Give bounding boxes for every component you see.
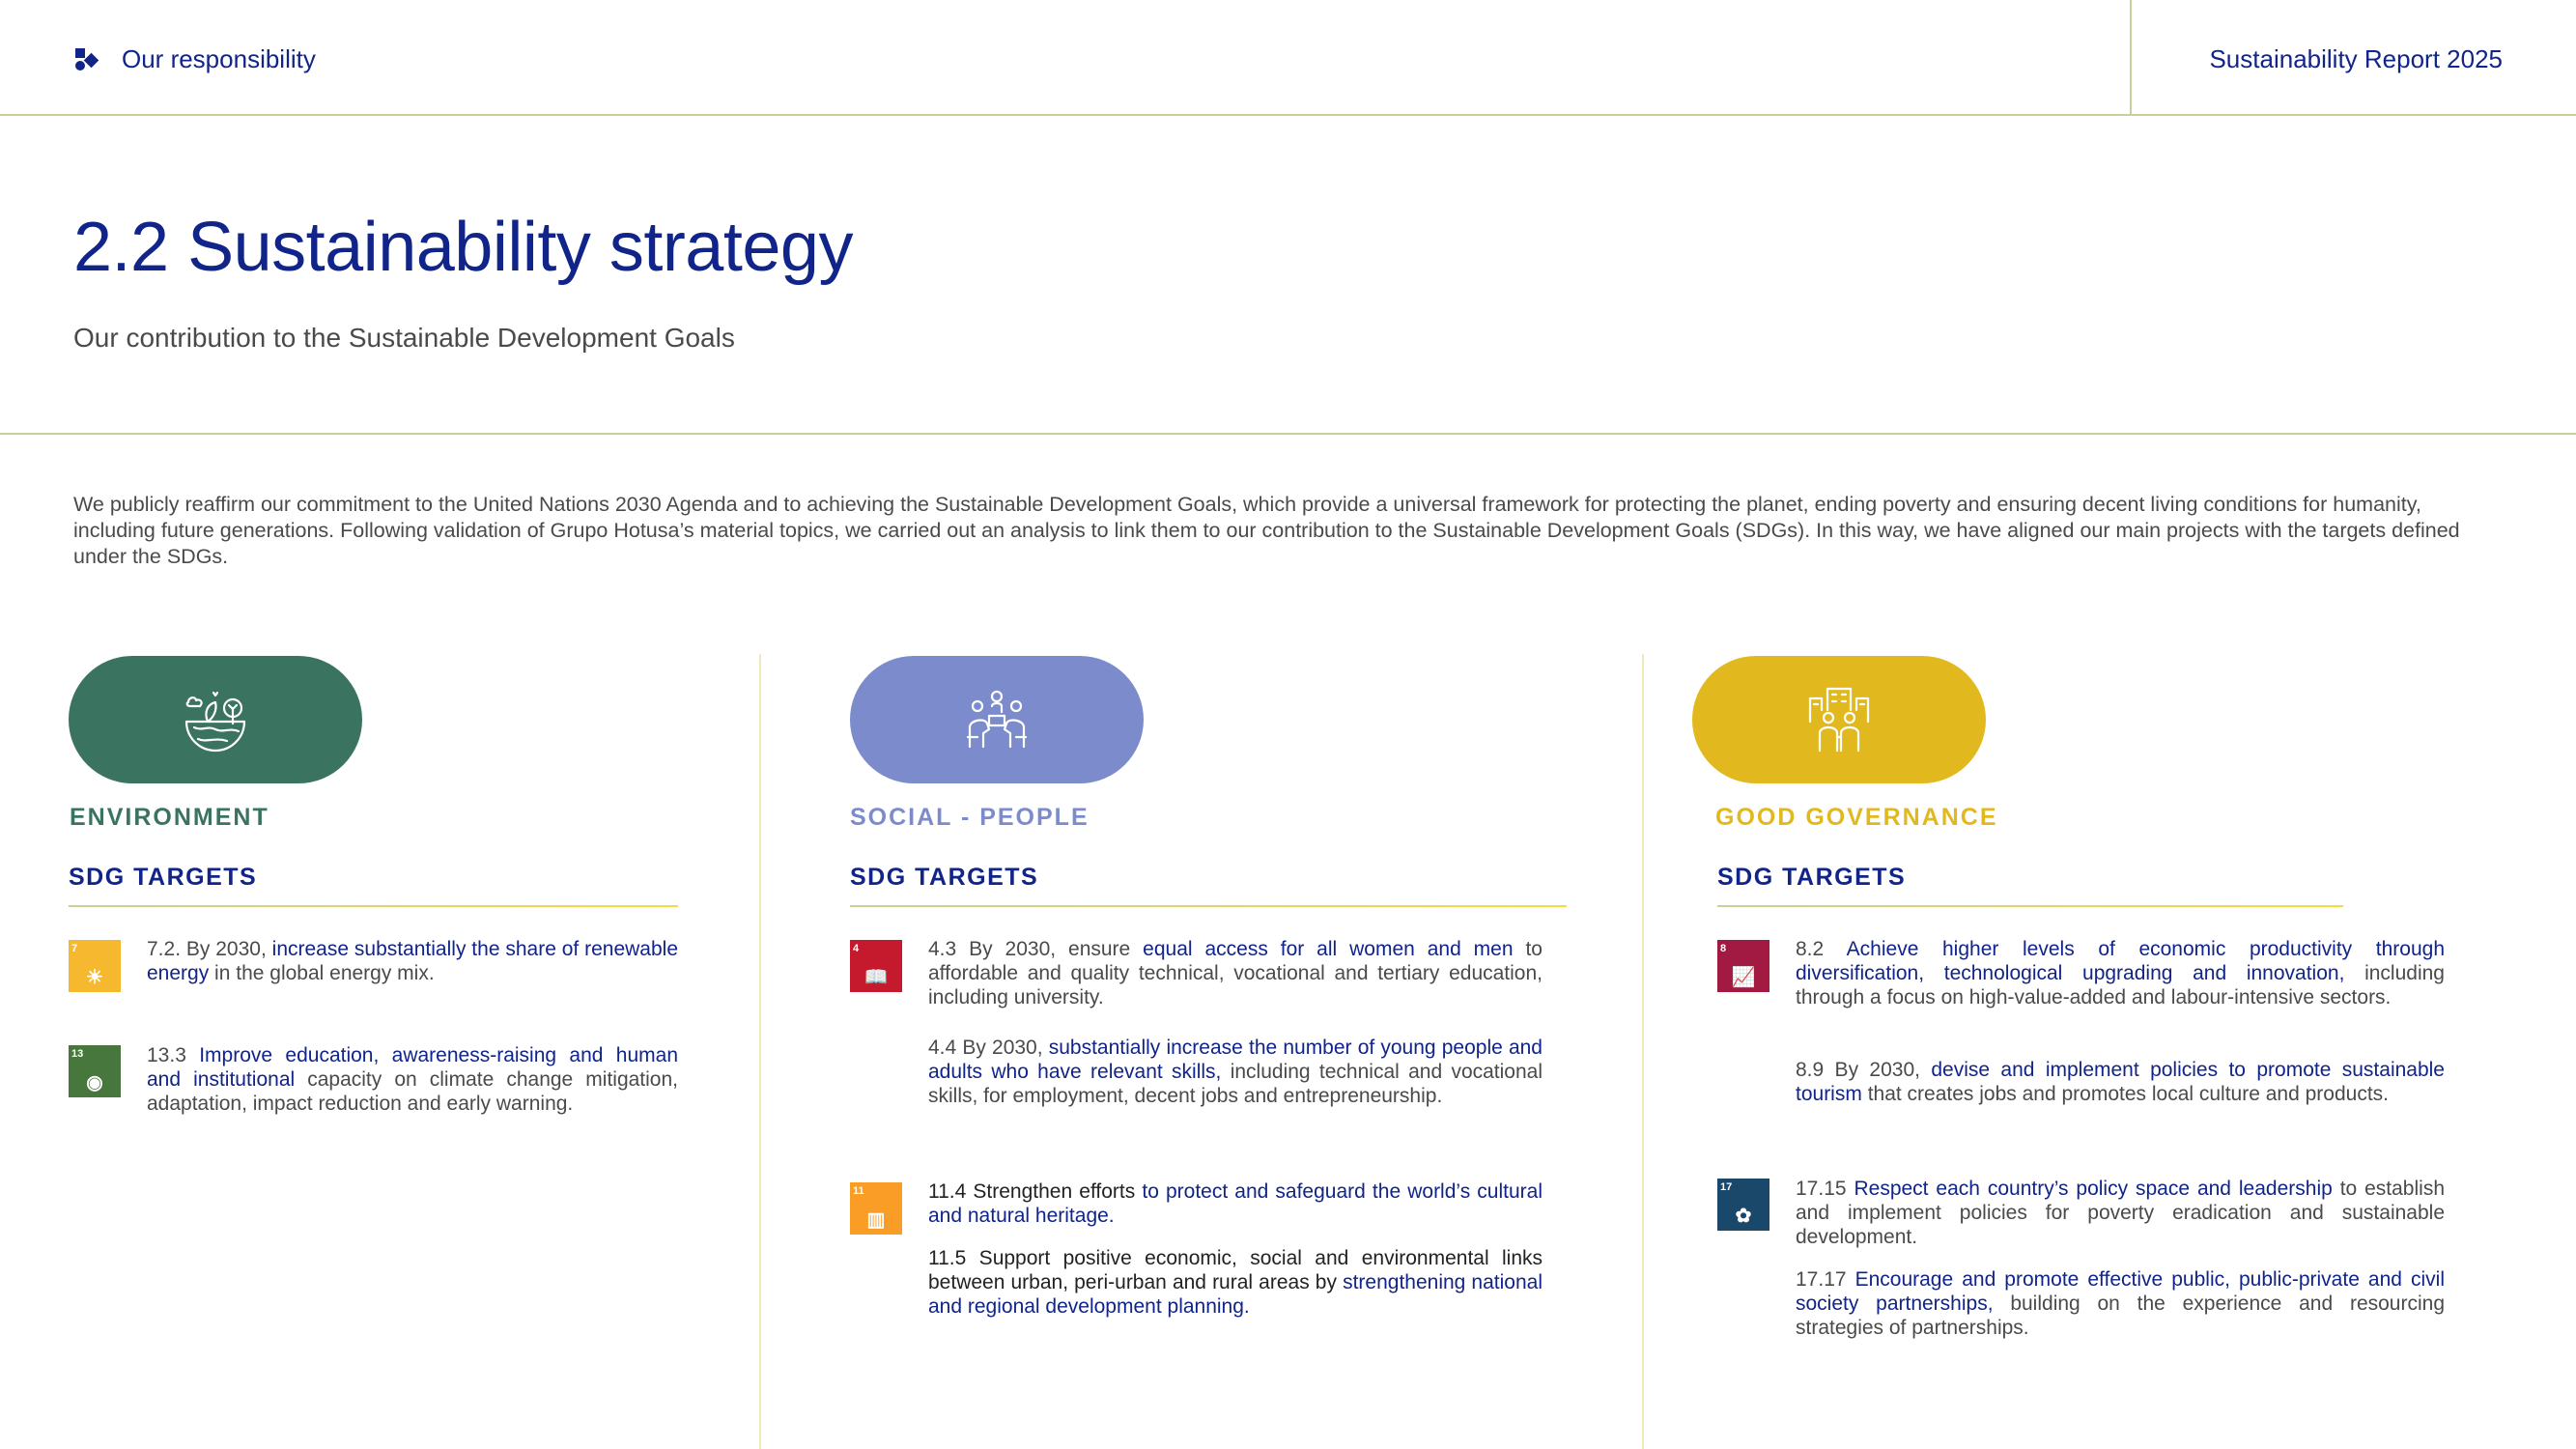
target-8-2: 8.2 Achieve higher levels of economic productivity through diversification, technological upgrading and innovation, including through a focus on high-value-added and labour-intensive sectors. — [1796, 938, 2446, 1009]
section-label: Our responsibility — [122, 44, 316, 73]
flower-icon: ✿ — [1735, 1206, 1752, 1227]
governance-sdg-heading: SDG TARGETS — [1717, 864, 1907, 891]
city-people-icon — [1802, 683, 1876, 756]
sdg-11-badge: 11 ▥ — [850, 1182, 902, 1235]
intro-paragraph: We publicly reaffirm our commitment to the United Nations 2030 Agenda and to achieving the Sustainable Development Goals, which provide a universal framework for protecting the planet, ending poverty and ensuring decent living conditions for humanity, including future generations. Following validation of Grupo Hotusa’s material topics, we carried out an analysis to link them to our contribution to the Sustainable Development Goals (SDGs). In this way, we have aligned our main projects with the targets defined under the SDGs. — [73, 493, 2460, 568]
sdg-8-badge: 8 📈 — [1717, 940, 1769, 992]
target-8-9: 8.9 By 2030, devise and implement policies to promote sustainable tourism that creates jobs and promotes local culture and products. — [1796, 1059, 2445, 1105]
sdg-4-badge: 4 📖 — [850, 940, 902, 992]
environment-pill — [69, 656, 362, 783]
growth-chart-icon: 📈 — [1731, 967, 1756, 988]
header-divider — [2130, 0, 2132, 116]
target-4-4: 4.4 By 2030, substantially increase the number of young people and adults who have relevant skills, including technical and vocational skills, for employment, decent jobs and entrepreneurship. — [928, 1037, 1543, 1107]
report-title: Sustainability Report 2025 — [2209, 44, 2503, 73]
target-17-17: 17.17 Encourage and promote effective public, public-private and civil society partnerships, building on the experience and resourcing strategies of partnerships. — [1796, 1268, 2445, 1339]
target-11-4: 11.4 Strengthen efforts to protect and safeguard the world’s cultural and natural heritage. — [928, 1180, 1543, 1227]
sdg-7-badge: 7 ☀ — [69, 940, 121, 992]
column-divider — [759, 654, 761, 1449]
social-rule — [850, 905, 1567, 907]
column-divider — [1642, 654, 1644, 1449]
sdg-13-badge: 13 ◉ — [69, 1045, 121, 1097]
eye-globe-icon: ◉ — [86, 1072, 103, 1094]
governance-title: GOOD GOVERNANCE — [1715, 804, 1998, 831]
social-pill — [850, 656, 1144, 783]
section-divider — [0, 433, 2576, 435]
target-7-2: 7.2. By 2030, increase substantially the share of renewable energy in the global energy mix. — [147, 938, 678, 984]
environment-title: ENVIRONMENT — [70, 804, 269, 831]
environment-rule — [69, 905, 678, 907]
top-bar — [0, 0, 2576, 116]
governance-pill — [1692, 656, 1986, 783]
page-subtitle: Our contribution to the Sustainable Development Goals — [73, 323, 735, 353]
page-title: 2.2 Sustainability strategy — [73, 209, 853, 286]
sdg-17-badge: 17 ✿ — [1717, 1179, 1769, 1231]
city-icon: ▥ — [866, 1209, 886, 1231]
social-title: SOCIAL - PEOPLE — [850, 804, 1090, 831]
governance-rule — [1717, 905, 2343, 907]
target-11-5: 11.5 Support positive economic, social and environmental links between urban, peri-urban and rural areas by strengthening national and regional development planning. — [928, 1247, 1543, 1318]
environment-sdg-heading: SDG TARGETS — [69, 864, 258, 891]
globe-plant-icon — [179, 683, 252, 756]
brand-logo-icon — [73, 46, 99, 71]
people-meeting-icon — [960, 683, 1033, 756]
sun-icon: ☀ — [86, 967, 103, 988]
target-13-3: 13.3 Improve education, awareness-raising and human and institutional capacity on climate change mitigation, adaptation, impact reduction and early warning. — [147, 1044, 678, 1115]
book-icon: 📖 — [863, 967, 889, 988]
target-4-3: 4.3 By 2030, ensure equal access for all women and men to affordable and quality technical, vocational and tertiary education, including university. — [928, 938, 1543, 1009]
social-sdg-heading: SDG TARGETS — [850, 864, 1039, 891]
target-17-15: 17.15 Respect each country’s policy space and leadership to establish and implement policies for poverty eradication and sustainable development. — [1796, 1178, 2446, 1248]
